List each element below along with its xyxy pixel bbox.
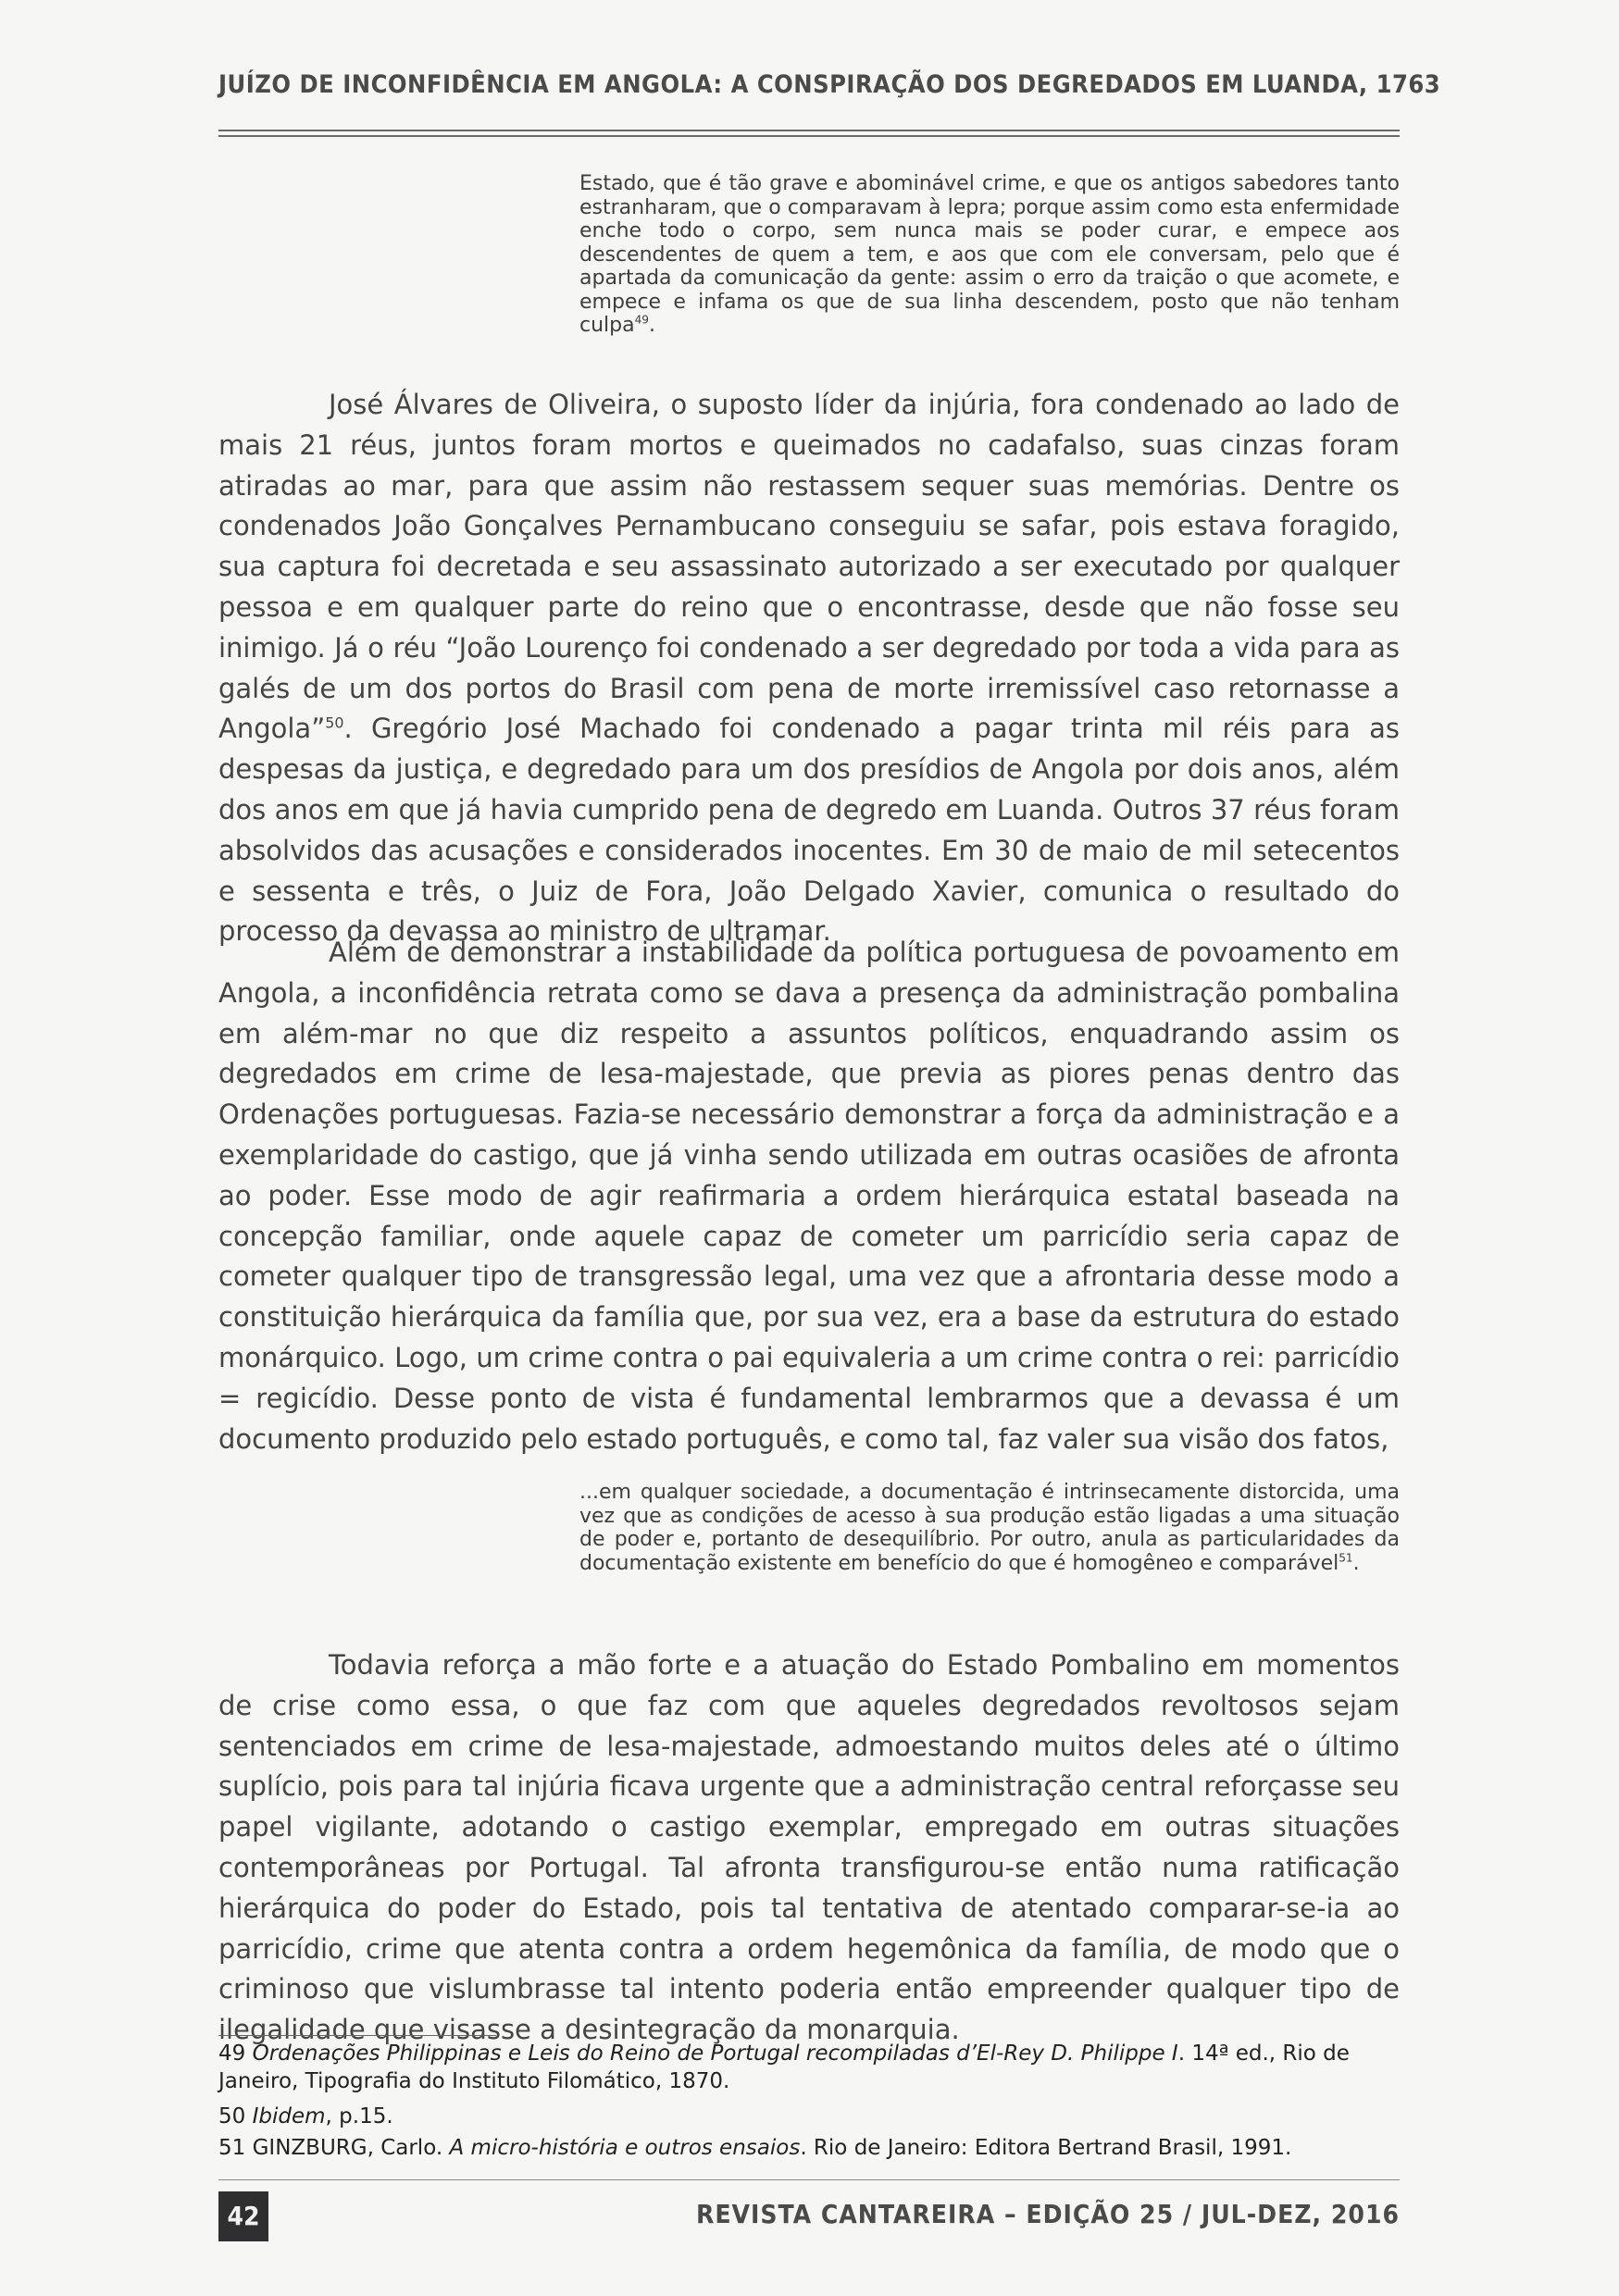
footnote-ref-50[interactable]: 50 — [325, 714, 344, 732]
journal-title: REVISTA CANTAREIRA – EDIÇÃO 25 / JUL-DEZ, 2016 — [695, 2199, 1400, 2229]
footnote-number: 51 — [218, 2136, 246, 2160]
running-title: JUÍZO DE INCONFIDÊNCIA EM ANGOLA: A CONSPIRAÇÃO DOS DEGREDADOS EM LUANDA, 1763 — [218, 70, 1441, 99]
footnote-separator — [218, 2035, 496, 2036]
footnote-details: . Rio de Janeiro: Editora Bertrand Brasil, 1991. — [800, 2136, 1292, 2160]
paragraph-condemnations — [218, 385, 1400, 952]
paragraph-text: Todavia reforça a mão forte e a atuação do Estado Pombalino em momentos de crise como essa, o que faz com que aqueles degredados revoltosos sejam sentenciados em crime de lesa-majestade, admoestando muitos deles até o último suplício, pois para tal injúria ficava urgente que a administração central reforçasse seu papel vigilante, adotando o castigo exemplar, empregado em outras situações contemporâneas por Portugal. Tal afronta transfigurou-se então numa ratificação hierárquica do poder do Estado, pois tal tentativa de atentado comparar-se-ia ao parricídio, crime que atenta contra a ordem hegemônica da família, de modo que o criminoso que vislumbrasse tal intento poderia então empreender qualquer tipo de ilegalidade que visasse a desintegração da monarquia. — [218, 1649, 1400, 2046]
footer-rule — [218, 2179, 1400, 2180]
footnote-details: , p.15. — [325, 2104, 393, 2128]
footnote-author: GINZBURG, Carlo. — [252, 2136, 450, 2160]
footnote-details: . 14ª ed., Rio de Janeiro, Tipografia do Instituto Filomático, 1870. — [218, 2042, 1350, 2093]
paragraph-text: Além de demonstrar a instabilidade da política portuguesa de povoamento em Angola, a inconfidência retrata como se dava a presença da administração pombalina em além-mar no que diz respeito a assuntos políticos, enquadrando assim os degredados em crime de lesa-majestade, que previa as piores penas dentro das Ordenações portuguesas. Fazia-se necessário demonstrar a força da administração e a exemplaridade do castigo, que já vinha sendo utilizada em outras ocasiões de afronta ao poder. Esse modo de agir reafirmaria a ordem hierárquica estatal baseada na concepção familiar, onde aquele capaz de cometer um parricídio seria capaz de cometer qualquer tipo de transgressão legal, uma vez que a afrontaria desse modo a constituição hierárquica da família que, por sua vez, era a base da estrutura do estado monárquico. Logo, um crime contra o pai equivaleria a um crime contra o rei: parricídio = regicídio. Desse ponto de vista é fundamental lembrarmos que a devassa é um documento produzido pelo estado português, e como tal, faz valer sua visão dos fatos, — [218, 937, 1400, 1455]
footnote-ref-49[interactable]: 49 — [634, 313, 649, 327]
block-quote-ordenacoes: Estado, que é tão grave e abominável crime, e que os antigos sabedores tanto estranharam, que o comparavam à lepra; porque assim como esta enfermidade enche todo o corpo, sem nunca mais se poder curar, e empece aos descendentes de quem a tem, e aos que com ele conversam, pelo que é apartada da comunicação da gente: assim o erro da traição o que acomete, e empece e infama os que de sua linha descendem, posto que não tenham culpa$^{49}$. — [579, 172, 1400, 337]
header-rule — [218, 130, 1400, 137]
footnote-number: 49 — [218, 2042, 246, 2066]
paragraph-text: José Álvares de Oliveira, o suposto líder da injúria, fora condenado ao lado de mais 21 réus, juntos foram mortos e queimados no cadafalso, suas cinzas foram atiradas ao mar, para que assim não restassem sequer suas memórias. Dentre os condenados João Gonçalves Pernambucano conseguiu se safar, pois estava foragido, sua captura foi decretada e seu assassinato autorizado a ser executado por qualquer pessoa e em qualquer parte do reino que o encontrasse, desde que não fosse seu inimigo. Já o réu “João Lourenço foi condenado a ser degredado por toda a vida para as galés de um dos portos do Brasil com pena de morte irremissível caso retornasse a Angola” — [218, 389, 1400, 745]
footnote-51 — [218, 2132, 1400, 2164]
quote-text: Estado, que é tão grave e abominável crime, e que os antigos sabedores tanto estranharam, que o comparavam à lepra; porque assim como esta enfermidade enche todo o corpo, sem nunca mais se poder curar, e empece aos descendentes de quem a tem, e aos que com ele conversam, pelo que é apartada da comunicação da gente: assim o erro da traição o que acomete, e empece e infama os que de sua linha descendem, posto que não tenham culpa — [579, 172, 1400, 337]
footnote-title: Ibidem — [252, 2104, 326, 2128]
quote-text: ...em qualquer sociedade, a documentação é intrinsecamente distorcida, uma vez que as condições de acesso à sua produção estão ligadas a uma situação de poder e, portanto de desequilíbrio. Por outro, anula as particularidades da documentação existente em benefício do que é homogêneo e comparável — [579, 1481, 1400, 1575]
footnote-50 — [218, 2101, 1400, 2132]
paragraph-pombaline-administration — [218, 933, 1400, 1459]
footnote-title: Ordenações Philippinas e Leis do Reino de Portugal recompiladas d’El-Rey D. Philippe I — [252, 2042, 1178, 2066]
footnote-title: A micro-história e outros ensaios — [449, 2136, 801, 2160]
footnote-ref-51[interactable]: 51 — [1339, 1551, 1353, 1565]
footnotes — [218, 2040, 1400, 2164]
paragraph-text-continued: . Gregório José Machado foi condenado a pagar trinta mil réis para as despesas da justiça, e degredado para um dos presídios de Angola por dois anos, além dos anos em que já havia cumprido pena de degredo em Luanda. Outros 37 réus foram absolvidos das acusações e considerados inocentes. Em 30 de maio de mil setecentos e sessenta e três, o Juiz de Fora, João Delgado Xavier, comunica o resultado do processo da devassa ao ministro de ultramar. — [218, 713, 1400, 948]
block-quote-ginzburg: ...em qualquer sociedade, a documentação é intrinsecamente distorcida, uma vez que as condições de acesso à sua produção estão ligadas a uma situação de poder e, portanto de desequilíbrio. Por outro, anula as particularidades da documentação existente em benefício do que é homogêneo e comparável$^{51}$. — [579, 1481, 1400, 1575]
footnote-49 — [218, 2040, 1400, 2101]
paragraph-exemplary-punishment — [218, 1645, 1400, 2051]
footnote-number: 50 — [218, 2104, 246, 2128]
page-number: 42 — [218, 2191, 268, 2241]
